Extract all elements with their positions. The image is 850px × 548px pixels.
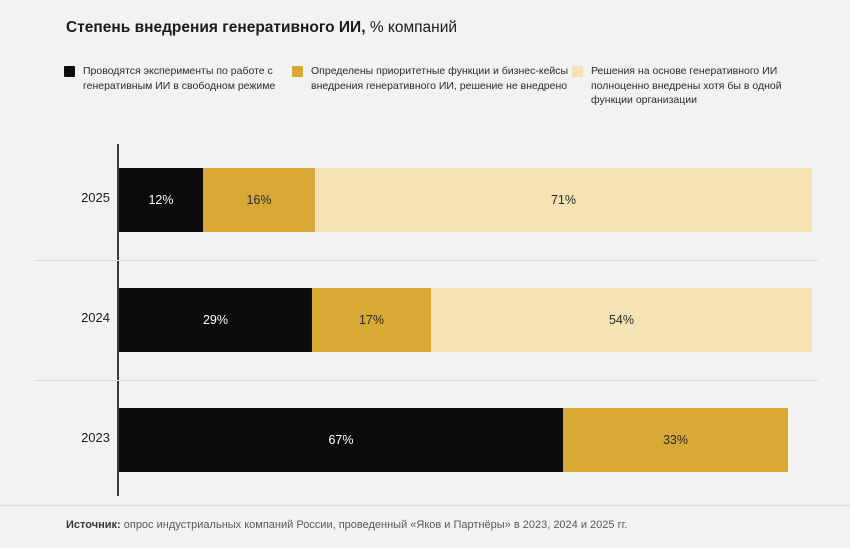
- bar-segment-prioritized: 33%: [563, 408, 788, 472]
- legend-item: [64, 64, 292, 108]
- legend-item: [292, 64, 572, 108]
- source-note-text: опрос индустриальных компаний России, проведенный «Яков и Партнёры» в 2023, 2024 и 2025 гг.: [120, 519, 628, 531]
- legend-item: [572, 64, 814, 108]
- bar-segment-implemented: 54%: [431, 288, 812, 352]
- stacked-bar: [119, 288, 812, 352]
- chart-row: [0, 140, 850, 260]
- page-title-bold: Степень внедрения генеративного ИИ,: [66, 19, 366, 36]
- bar-segment-experiments: 12%: [119, 168, 203, 232]
- category-label: 2024: [81, 310, 110, 325]
- bar-segment-experiments: 29%: [119, 288, 312, 352]
- bar-segment-prioritized: 17%: [312, 288, 431, 352]
- legend-item-label: Проводятся эксперименты по работе с генеративным ИИ в свободном режиме: [83, 65, 276, 92]
- stacked-bar: [119, 168, 812, 232]
- bar-segment-prioritized: 16%: [203, 168, 315, 232]
- source-note: [66, 518, 826, 533]
- legend: [64, 64, 814, 108]
- chart-row: [0, 380, 850, 500]
- plot-area: [0, 140, 850, 500]
- legend-item-label: Определены приоритетные функции и бизнес-кейсы внедрения генеративного ИИ, решение не внедрено: [311, 65, 569, 92]
- legend-swatch-icon: [64, 66, 75, 77]
- stacked-bar: [119, 408, 788, 472]
- legend-swatch-icon: [292, 66, 303, 77]
- legend-item-label: Решения на основе генеративного ИИ полноценно внедрены хотя бы в одной функции организации: [591, 65, 782, 106]
- legend-swatch-icon: [572, 66, 583, 77]
- page-title-normal: % компаний: [365, 19, 458, 36]
- category-label: 2025: [81, 190, 110, 205]
- footer-divider: [0, 505, 850, 506]
- page-title: [66, 18, 806, 38]
- row-divider: [34, 260, 818, 261]
- category-label: 2023: [81, 430, 110, 445]
- source-note-label: Источник:: [66, 519, 121, 531]
- chart-row: [0, 260, 850, 380]
- row-divider: [34, 380, 818, 381]
- bar-segment-implemented: 71%: [315, 168, 812, 232]
- bar-segment-experiments: 67%: [119, 408, 563, 472]
